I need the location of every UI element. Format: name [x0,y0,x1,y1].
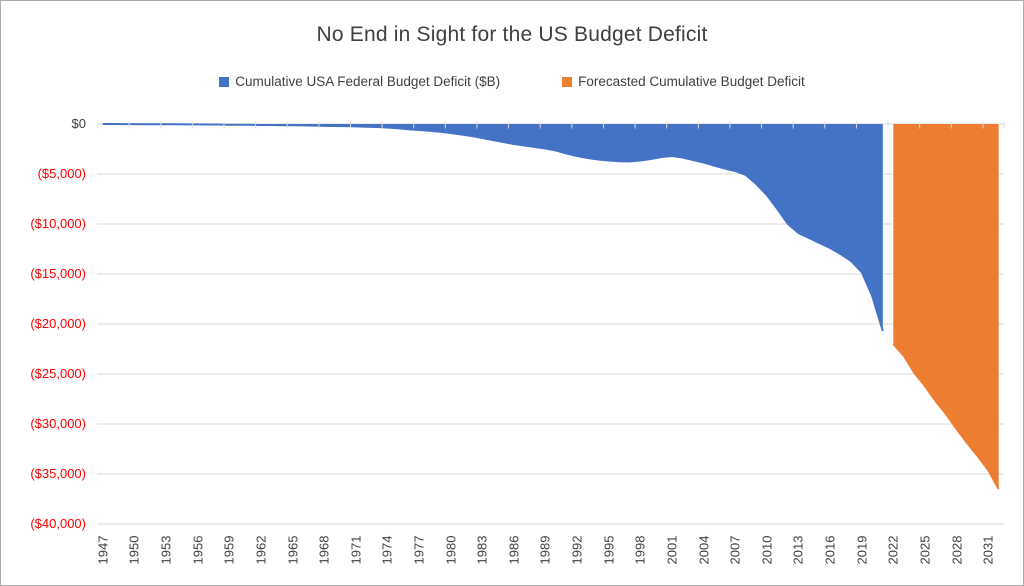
x-axis-label: 1974 [379,535,395,565]
x-axis-label: 1980 [443,535,459,565]
x-axis-label: 2013 [790,535,806,565]
x-axis-label: 2022 [885,535,901,565]
y-axis-label: ($20,000) [30,316,86,331]
x-axis-label: 1953 [158,535,174,565]
y-axis-label: ($35,000) [30,466,86,481]
x-axis-label: 1950 [126,535,142,565]
x-axis-label: 1947 [95,535,111,565]
legend-label-actual: Cumulative USA Federal Budget Deficit ($B) [235,74,501,89]
x-axis-label: 2028 [949,535,965,565]
x-axis-label: 1992 [569,535,585,565]
x-axis-label: 1989 [537,535,553,565]
x-axis-label: 2019 [854,535,870,565]
y-axis-label: ($15,000) [30,266,86,281]
x-axis-label: 1956 [190,535,206,565]
y-axis-label: ($40,000) [30,516,86,531]
x-axis-label: 1968 [316,535,332,565]
x-axis-label: 2010 [759,535,775,565]
legend-label-forecast: Forecasted Cumulative Budget Deficit [578,74,805,89]
x-axis-label: 2031 [980,535,996,565]
x-axis-label: 1995 [601,535,617,565]
x-axis-label: 2025 [917,535,933,565]
x-axis-label: 1959 [221,535,237,565]
y-axis-label: ($30,000) [30,416,86,431]
x-axis-label: 1971 [348,535,364,565]
x-axis-label: 1965 [285,535,300,565]
x-axis-label: 2016 [822,535,838,565]
chart-title: No End in Sight for the US Budget Deficit [316,23,708,46]
actual-deficit-area [103,124,883,331]
x-axis-label: 2004 [696,535,712,565]
x-axis-label: 1998 [632,535,648,565]
x-axis-label: 1977 [411,535,427,565]
forecast-deficit-area [893,124,998,489]
x-axis-label: 1983 [474,535,490,565]
x-axis-label: 1962 [253,535,269,565]
y-axis-label: ($25,000) [30,366,86,381]
y-axis-label: ($10,000) [30,216,86,231]
plot-area [1,1,1024,586]
x-axis-label: 2001 [664,535,680,565]
y-axis-label: $0 [71,116,86,131]
x-axis-label: 2007 [727,535,743,565]
x-axis-label: 1986 [506,535,522,565]
y-axis-label: ($5,000) [37,166,86,181]
